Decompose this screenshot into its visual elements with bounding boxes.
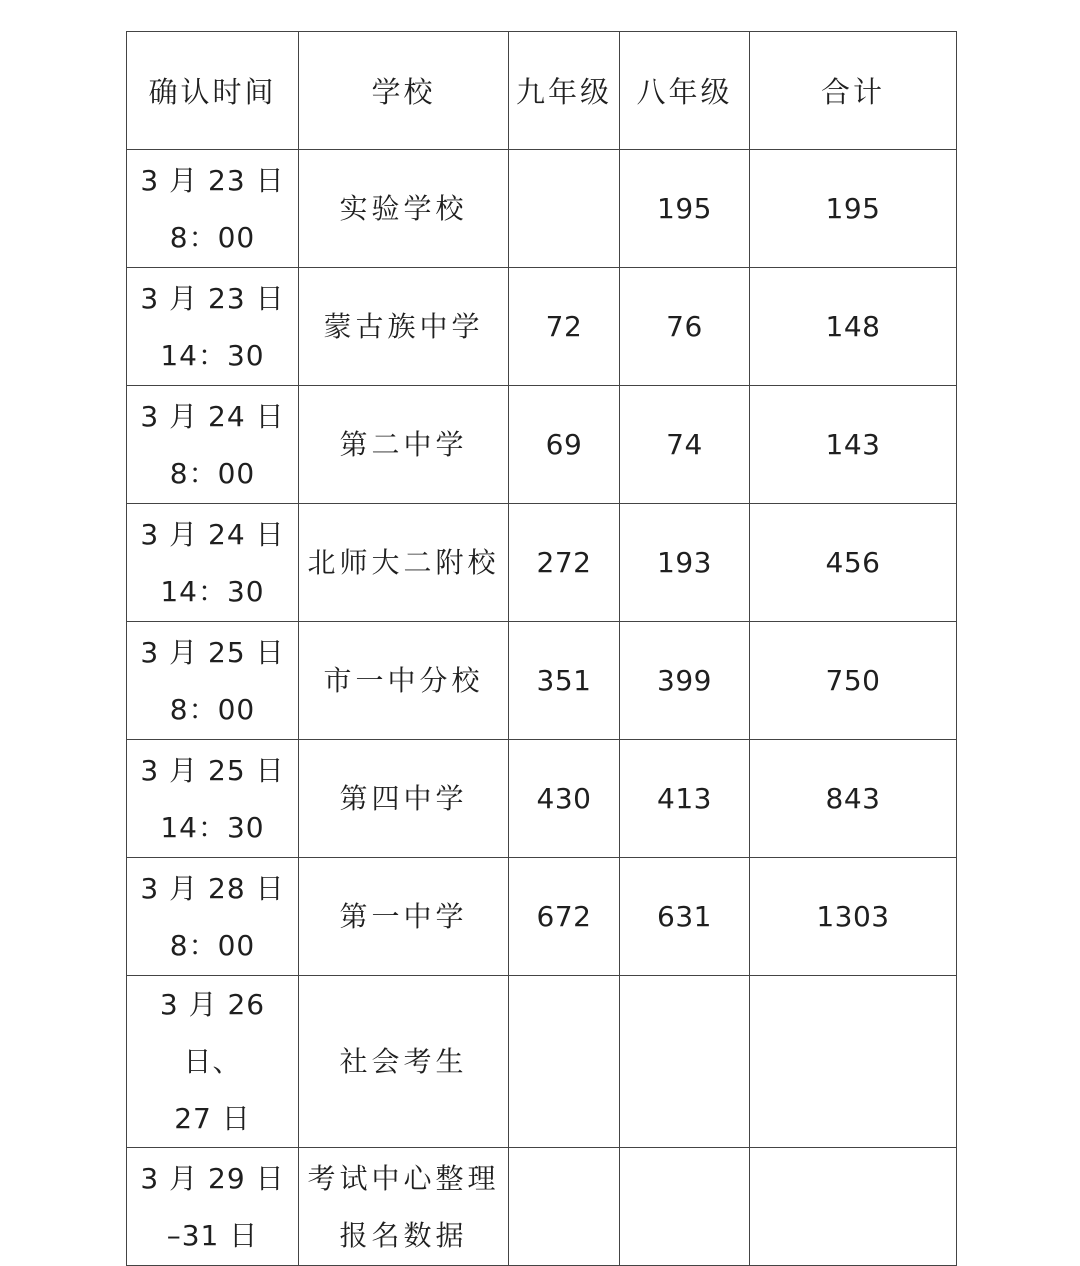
school-name-line: 蒙古族中学 [323, 310, 484, 343]
confirm-time-line: 14：30 [160, 574, 265, 608]
school-name-line: 市一中分校 [323, 664, 484, 697]
school-name-line: 考试中心整理 [307, 1161, 500, 1195]
grade-8-count-cell: 631 [620, 858, 750, 976]
confirm-time-line: 8：00 [169, 456, 256, 490]
school-cell [299, 622, 509, 740]
header-grade-8: 八年级 [620, 32, 750, 150]
confirm-time-line: –31 日 [166, 1218, 259, 1252]
total-count-cell: 195 [750, 150, 957, 268]
school-name-line: 第二中学 [339, 428, 468, 461]
grade-8-count-cell: 195 [620, 150, 750, 268]
grade-8-count-cell [620, 1148, 750, 1266]
school-cell [299, 976, 509, 1148]
header-confirm-time: 确认时间 [127, 32, 299, 150]
table-row [127, 268, 957, 386]
table-row [127, 976, 957, 1148]
school-cell [299, 386, 509, 504]
confirm-time-line: 3 月 23 日 [140, 281, 285, 315]
school-cell [299, 740, 509, 858]
confirm-time-cell [127, 858, 299, 976]
confirm-time-cell [127, 504, 299, 622]
grade-9-count-cell [509, 1148, 620, 1266]
total-count-cell: 1303 [750, 858, 957, 976]
school-cell [299, 1148, 509, 1266]
confirm-time-line: 3 月 28 日 [140, 871, 285, 905]
school-name-line: 第一中学 [339, 900, 468, 933]
confirm-time-line: 14：30 [160, 338, 265, 372]
confirm-time-line: 3 月 29 日 [140, 1161, 285, 1195]
confirm-time-line: 3 月 23 日 [140, 163, 285, 197]
grade-9-count-cell [509, 976, 620, 1148]
table-row [127, 386, 957, 504]
confirm-time-line: 8：00 [169, 692, 256, 726]
table-row [127, 858, 957, 976]
grade-8-count-cell: 193 [620, 504, 750, 622]
total-count-cell [750, 976, 957, 1148]
table-row [127, 1148, 957, 1266]
header-total: 合计 [750, 32, 957, 150]
school-name-line: 实验学校 [339, 192, 468, 225]
grade-8-count-cell [620, 976, 750, 1148]
total-count-cell: 456 [750, 504, 957, 622]
table-row [127, 622, 957, 740]
total-count-cell: 843 [750, 740, 957, 858]
grade-8-count-cell: 399 [620, 622, 750, 740]
confirm-time-line: 8：00 [169, 928, 256, 962]
grade-9-count-cell: 69 [509, 386, 620, 504]
school-cell [299, 858, 509, 976]
confirm-time-line: 3 月 25 日 [140, 635, 285, 669]
school-name-line: 第四中学 [339, 782, 468, 815]
header-grade-9: 九年级 [509, 32, 620, 150]
grade-9-count-cell: 430 [509, 740, 620, 858]
grade-8-count-cell: 74 [620, 386, 750, 504]
total-count-cell: 143 [750, 386, 957, 504]
grade-9-count-cell: 72 [509, 268, 620, 386]
grade-8-count-cell: 413 [620, 740, 750, 858]
school-cell [299, 150, 509, 268]
school-name-line: 北师大二附校 [307, 546, 500, 579]
header-school: 学校 [299, 32, 509, 150]
confirm-time-line: 14：30 [160, 810, 265, 844]
confirm-time-line: 3 月 25 日 [140, 753, 285, 787]
confirm-time-line: 3 月 26 日、 [159, 988, 266, 1078]
confirm-time-cell [127, 740, 299, 858]
grade-9-count-cell: 672 [509, 858, 620, 976]
confirm-time-cell [127, 976, 299, 1148]
table-row [127, 740, 957, 858]
grade-9-count-cell: 351 [509, 622, 620, 740]
table-header-row [127, 32, 957, 150]
confirm-time-cell [127, 622, 299, 740]
table-row [127, 150, 957, 268]
confirm-time-cell [127, 150, 299, 268]
school-name-line: 社会考生 [339, 1045, 468, 1078]
school-cell [299, 504, 509, 622]
confirm-time-cell [127, 1148, 299, 1266]
confirm-time-line: 8：00 [169, 220, 256, 254]
table-body [127, 150, 957, 1266]
grade-9-count-cell: 272 [509, 504, 620, 622]
confirm-time-cell [127, 268, 299, 386]
grade-8-count-cell: 76 [620, 268, 750, 386]
total-count-cell: 148 [750, 268, 957, 386]
confirm-time-line: 27 日 [174, 1102, 251, 1135]
total-count-cell: 750 [750, 622, 957, 740]
grade-9-count-cell [509, 150, 620, 268]
total-count-cell [750, 1148, 957, 1266]
school-cell [299, 268, 509, 386]
confirm-time-cell [127, 386, 299, 504]
table-row [127, 504, 957, 622]
school-name-line: 报名数据 [339, 1218, 468, 1252]
confirm-time-line: 3 月 24 日 [140, 517, 285, 551]
confirm-time-line: 3 月 24 日 [140, 399, 285, 433]
registration-schedule-table [126, 31, 957, 1266]
